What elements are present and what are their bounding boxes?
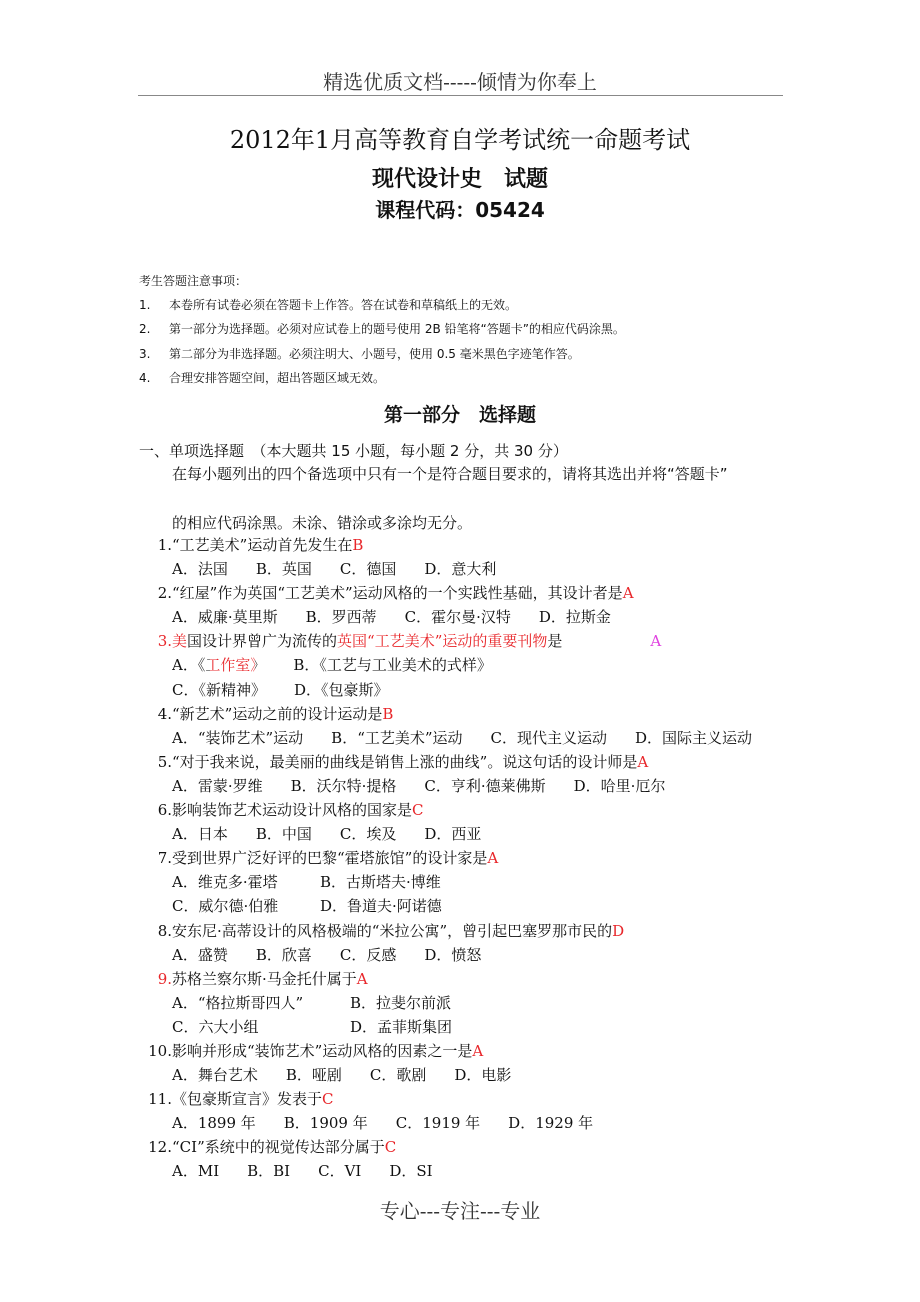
option-d: D．SI xyxy=(389,1162,433,1181)
question-stem xyxy=(172,798,424,822)
option-b: B．英国 xyxy=(255,560,312,579)
option-a: A．雷蒙·罗维 xyxy=(172,776,263,795)
option-a: A．威廉·莫里斯 xyxy=(172,608,278,627)
exam-title: 2012年1月高等教育自学考试统一命题考试 xyxy=(229,126,691,154)
option-b: B．1909 年 xyxy=(283,1114,368,1133)
option-b: B．欣喜 xyxy=(255,945,312,964)
stem-text: 安东尼·高蒂设计的风格极端的“米拉公寓”，曾引起巴塞罗那市民的 xyxy=(172,921,613,940)
question-stem-line xyxy=(0,1087,920,1111)
question-stem-line xyxy=(0,967,920,991)
question-stem-line xyxy=(0,846,920,870)
exam-subtitle: 现代设计史 试题 xyxy=(371,167,548,192)
notice-item xyxy=(139,345,580,362)
option-b: B．《工艺与工业美术的式样》 xyxy=(293,656,492,675)
notice-number: 1. xyxy=(139,298,151,312)
question-stem-line xyxy=(0,798,920,822)
options-row xyxy=(0,1015,920,1039)
option-c: C．埃及 xyxy=(339,825,397,844)
stem-text: 苏格兰察尔斯·马金托什属于 xyxy=(172,969,357,988)
option-d: D．哈里·厄尔 xyxy=(573,776,666,795)
option-d: D．孟菲斯集团 xyxy=(350,1017,453,1036)
question-stem-line xyxy=(0,629,920,653)
question-stem xyxy=(172,919,624,943)
option-d: D．1929 年 xyxy=(508,1114,594,1133)
options xyxy=(172,1063,539,1087)
question-number: 6. xyxy=(157,801,172,820)
question-number: 1. xyxy=(157,536,172,554)
question-stem-line xyxy=(0,1039,920,1063)
stem-text: 受到世界广泛好评的巴黎“霍塔旅馆”的设计家是 xyxy=(172,849,488,868)
question-stem-line xyxy=(0,533,920,557)
question-number: 4. xyxy=(157,704,172,723)
page-header: 精选优质文档-----倾情为你奉上 xyxy=(323,70,597,94)
options xyxy=(172,774,693,798)
option-b: B．哑剧 xyxy=(285,1066,342,1085)
answer-key: D xyxy=(612,921,625,940)
question-stem-line xyxy=(0,919,920,943)
option-a: A．法国 xyxy=(172,560,228,579)
options xyxy=(172,557,524,581)
question-stem xyxy=(172,750,648,774)
notice-text: 第二部分为非选择题。必须注明大、小题号，使用 0.5 毫米黑色字迹笔作答。 xyxy=(169,347,580,361)
question-stem xyxy=(172,967,368,991)
stem-text: 是 xyxy=(547,632,563,651)
question-number: 10. xyxy=(148,1041,172,1060)
stem-text: “CI”系统中的视觉传达部分属于 xyxy=(172,1138,385,1157)
notice-item xyxy=(139,296,517,313)
question-list xyxy=(0,533,920,1184)
answer-key: C xyxy=(412,801,424,820)
options-row xyxy=(0,894,920,918)
options xyxy=(172,1015,480,1039)
question-stem-line xyxy=(0,581,920,605)
question-stem-line xyxy=(0,1135,920,1159)
answer-key: A xyxy=(637,752,649,771)
option-b: B．BI xyxy=(247,1162,291,1181)
option-d: D．鲁道夫·阿诺德 xyxy=(320,897,442,916)
option-b: B．拉斐尔前派 xyxy=(350,993,452,1012)
option-a: A．MI xyxy=(172,1162,220,1181)
option-b: B．罗西蒂 xyxy=(305,608,377,627)
notice-item xyxy=(139,369,385,386)
answer-key: C xyxy=(322,1090,334,1109)
option-c: C．现代主义运动 xyxy=(490,728,608,747)
option-a: A．1899 年 xyxy=(172,1114,256,1133)
options-row xyxy=(0,1159,920,1183)
stem-text: “新艺术”运动之前的设计运动是 xyxy=(172,704,383,723)
options xyxy=(172,943,509,967)
answer-key: A xyxy=(622,584,634,603)
question-number: 8. xyxy=(157,921,172,940)
option-d: D．西亚 xyxy=(424,825,482,844)
stem-text: 影响装饰艺术运动设计风格的国家是 xyxy=(172,801,413,820)
option-a: A．日本 xyxy=(172,825,228,844)
stem-text: “对于我来说，最美丽的曲线是销售上涨的曲线”。说这句话的设计师是 xyxy=(172,752,638,771)
section-instruction: 在每小题列出的四个备选项中只有一个是符合题目要求的，请将其选出并将“答题卡” xyxy=(172,465,728,483)
option-d: D．拉斯金 xyxy=(538,608,611,627)
option-c: C．威尔德·伯雅 xyxy=(172,897,279,916)
notice-text: 合理安排答题空间，超出答题区域无效。 xyxy=(169,371,386,385)
section-instruction-continued: 的相应代码涂黑。未涂、错涂或多涂均无分。 xyxy=(172,514,473,532)
options-row xyxy=(0,822,920,846)
stem-text: 美 xyxy=(172,632,188,651)
question-stem xyxy=(172,846,498,870)
question-number: 7. xyxy=(157,849,172,868)
stem-text: 英国“工艺美术”运动的重要刊物 xyxy=(337,632,548,651)
option-c: C．霍尔曼·汉特 xyxy=(404,608,511,627)
options-row xyxy=(0,653,920,677)
answer-key: B xyxy=(382,704,394,723)
option-d: D．《包豪斯》 xyxy=(293,680,389,699)
question-stem xyxy=(172,1039,483,1063)
question-stem xyxy=(172,581,634,605)
stem-text: 《包豪斯宣言》发表于 xyxy=(172,1090,323,1109)
option-a: A．《工作室》 xyxy=(172,653,265,677)
option-d: D．愤怒 xyxy=(424,945,482,964)
header-divider xyxy=(138,95,783,96)
option-a: A．维克多·霍塔 xyxy=(172,873,278,892)
options-row xyxy=(0,1063,920,1087)
question-stem xyxy=(172,1135,396,1159)
option-a: A．“格拉斯哥四人” xyxy=(172,993,304,1012)
options xyxy=(172,726,780,750)
options-row xyxy=(0,774,920,798)
option-c: C．亨利·德莱佛斯 xyxy=(424,776,546,795)
options xyxy=(172,1159,461,1183)
stem-text: 影响并形成“装饰艺术”运动风格的因素之一是 xyxy=(172,1041,473,1060)
option-d: D．国际主义运动 xyxy=(635,728,753,747)
question-number: 11. xyxy=(148,1090,172,1109)
options xyxy=(172,894,470,918)
options-row xyxy=(0,605,920,629)
option-c: C．六大小组 xyxy=(172,1017,259,1036)
option-c: C．VI xyxy=(318,1162,362,1181)
part-title: 第一部分 选择题 xyxy=(383,404,536,426)
question-stem xyxy=(172,1087,334,1111)
question-stem xyxy=(172,629,661,653)
answer-key: A xyxy=(487,849,499,868)
question-stem xyxy=(172,533,363,557)
options-row xyxy=(0,943,920,967)
answer-key: B xyxy=(352,536,364,554)
options xyxy=(172,678,417,702)
option-c: C．反感 xyxy=(339,945,397,964)
section-heading: 一、单项选择题 （本大题共 15 小题，每小题 2 分，共 30 分） xyxy=(139,442,568,460)
options-row xyxy=(0,991,920,1015)
question-stem xyxy=(172,702,393,726)
question-number: 12. xyxy=(148,1138,172,1157)
notice-number: 2. xyxy=(139,322,151,336)
notice-text: 本卷所有试卷必须在答题卡上作答。答在试卷和草稿纸上的无效。 xyxy=(169,298,518,312)
question-number: 9. xyxy=(157,969,172,988)
options-row xyxy=(0,1111,920,1135)
option-c: C．《新精神》 xyxy=(172,680,266,699)
option-c: C．1919 年 xyxy=(395,1114,481,1133)
options-row xyxy=(0,678,920,702)
notice-number: 4. xyxy=(139,371,151,385)
option-d: D．电影 xyxy=(454,1066,512,1085)
option-d: D．意大利 xyxy=(424,560,497,579)
options xyxy=(172,653,520,677)
option-c: C．德国 xyxy=(339,560,397,579)
options-row xyxy=(0,726,920,750)
answer-key: A xyxy=(356,969,368,988)
option-b: B．古斯塔夫·博维 xyxy=(320,873,441,892)
option-b: B．沃尔特·提格 xyxy=(290,776,397,795)
options-row xyxy=(0,870,920,894)
stem-text: 国设计界曾广为流传的 xyxy=(187,632,338,651)
stem-text: “红屋”作为英国“工艺美术”运动风格的一个实践性基础，其设计者是 xyxy=(172,584,623,603)
option-a: A．舞台艺术 xyxy=(172,1066,258,1085)
options xyxy=(172,1111,621,1135)
options-row xyxy=(0,557,920,581)
question-number: 2. xyxy=(157,584,172,603)
question-number: 3. xyxy=(157,632,172,651)
question-stem-line xyxy=(0,750,920,774)
options xyxy=(172,991,479,1015)
notice-item xyxy=(139,320,625,337)
option-b: B．“工艺美术”运动 xyxy=(331,728,463,747)
answer-key: A xyxy=(472,1041,484,1060)
course-code: 课程代码：05424 xyxy=(375,198,545,222)
notice-title: 考生答题注意事项： xyxy=(139,274,248,288)
notice-text: 第一部分为选择题。必须对应试卷上的题号使用 2B 铅笔将“答题卡”的相应代码涂黑。 xyxy=(169,322,625,336)
options xyxy=(172,605,639,629)
options xyxy=(172,870,469,894)
option-c: C．歌剧 xyxy=(369,1066,427,1085)
question-stem-line xyxy=(0,702,920,726)
page-footer: 专心---专注---专业 xyxy=(379,1199,541,1223)
options xyxy=(172,822,509,846)
answer-key: C xyxy=(384,1138,397,1157)
answer-key: A xyxy=(650,632,662,651)
option-a: A．盛赞 xyxy=(172,945,228,964)
stem-text: “工艺美术”运动首先发生在 xyxy=(172,536,353,554)
option-a: A．“装饰艺术”运动 xyxy=(172,728,304,747)
option-b: B．中国 xyxy=(255,825,312,844)
notice-number: 3. xyxy=(139,347,151,361)
question-number: 5. xyxy=(157,752,172,771)
